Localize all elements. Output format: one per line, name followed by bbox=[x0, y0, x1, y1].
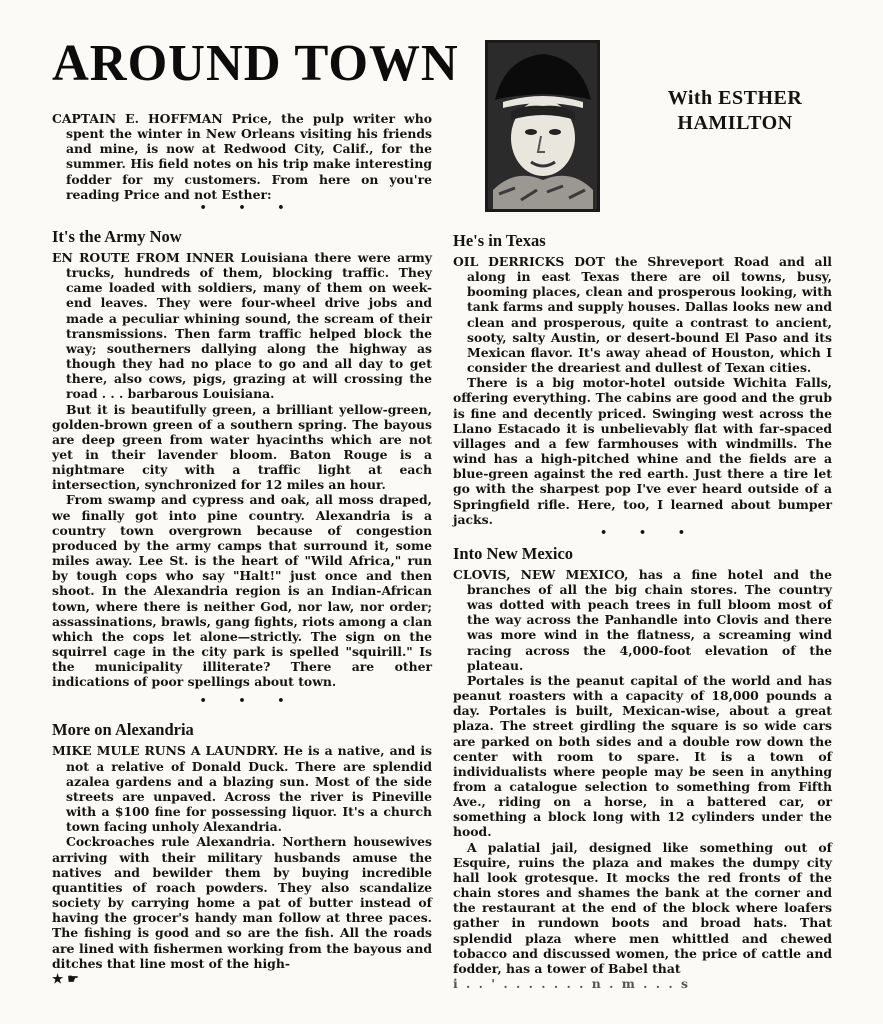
section-heading-army: It's the Army Now bbox=[52, 226, 182, 246]
alexandria-paragraph-2: Cockroaches rule Alexandria. Northern housewives arriving with their military husbands amuse the natives and bewilder them by buying incredible quantities of roach powders. They also scandalize society by carrying home a pat of butter instead of having the grocer's handy man follow at three paces. The fishing is good and so are the fish. All the roads are lined with fishermen working from the bayous and ditches that line most of the high- bbox=[52, 834, 432, 971]
alexandria-paragraph-1 bbox=[52, 743, 432, 834]
column-title: AROUND TOWN bbox=[52, 35, 459, 92]
army-kicker: EN ROUTE FROM INNER bbox=[52, 249, 235, 265]
army-paragraph-1 bbox=[52, 250, 432, 402]
newmexico-text-1: has a fine hotel and the branches of all the big chain stores. The country was dotted with peach trees in full bloom most of the way across the Panhandle into Clovis and there was more wind in the flatness, a screaming wind racing across the 4,000-foot elevation of the plateau. bbox=[467, 566, 832, 673]
texas-paragraph-2: There is a big motor-hotel outside Wichita Falls, offering everything. The cabins are good and the grub is fine and decently priced. Swinging west across the Llano Estacado it is unbelievably flat with far-spaced villages and a few farmhouses with windmills. The wind has a high-pitched whine and the fields are a blue-green against the red earth. Just there a tire let go with the sharpest pop I've ever heard outside of a Springfield rifle. Here, too, I learned about bumper jacks. bbox=[453, 375, 832, 527]
army-text-1: Louisiana there were army trucks, hundreds of them, blocking traffic. They came loaded with soldiers, many of them on week-end leaves. They were four-wheel drive jobs and made a peculiar whining sound, the scream of their transmissions. Then farm traffic helped block the way; southerners dallying along the highway as though they had no place to go and all day to get there, also cows, pigs, grazing at will crossing the road . . . barbarous Louisiana. bbox=[66, 249, 432, 402]
portrait-image bbox=[485, 40, 600, 212]
intro-text: Price, the pulp writer who spent the winter in New Orleans visiting his friends and mine, is now at Redwood City, Calif., for the summer. His field notes on his trip make interesting fodder for my customers. From here on you're reading Price and not Esther: bbox=[66, 111, 432, 202]
cut-off-line: i . . ' . . . . . . . n . m . . . s bbox=[453, 976, 691, 992]
byline-name: HAMILTON bbox=[677, 112, 793, 134]
separator: • • • bbox=[199, 200, 299, 214]
intro-paragraph bbox=[52, 111, 432, 202]
section-heading-texas: He's in Texas bbox=[453, 231, 546, 250]
separator: • • • bbox=[600, 525, 699, 539]
alexandria-text-1: He is a native, and is not a relative of Donald Duck. There are splendid azalea gardens and a blazing sun. Most of the side streets are unpaved. Across the river is Pineville with a $100 fine for possessing liquor. It's a church town facing unholy Alexandria. bbox=[66, 743, 433, 835]
texas-kicker: OIL DERRICKS DOT bbox=[453, 254, 605, 269]
texas-paragraph-1 bbox=[453, 254, 832, 375]
section-heading-newmexico: Into New Mexico bbox=[453, 543, 574, 563]
alexandria-kicker: MIKE MULE RUNS A LAUNDRY. bbox=[52, 743, 279, 759]
byline-line-1: With ESTHER bbox=[667, 87, 803, 109]
army-paragraph-2: But it is beautifully green, a brilliant yellow-green, golden-brown green of a southern spring. The bayous are deep green from water hyacinths which are not yet in their lavender bloom. Baton Rouge is a nightmare city with a traffic light at each intersection, synchronized for 12 miles an hour. bbox=[52, 401, 432, 493]
newmexico-paragraph-2: Portales is the peanut capital of the world and has peanut roasters with a capacity of 18,000 pounds a day. Portales is built, Mexican-wise, about a great plaza. The street girdling the square is so wide cars are parked on both sides and a double row down the center with room to spare. It is a town of individualists where people may be seen in anything from a catalogue selection to something from Fifth Ave., riding on a horse, in a battered car, or something a block long with 12 cylinders under the hood. bbox=[453, 672, 832, 840]
columnist-portrait bbox=[485, 40, 600, 212]
section-heading-alexandria: More on Alexandria bbox=[52, 720, 194, 740]
newmexico-paragraph-1 bbox=[453, 567, 832, 673]
texas-text-1: the Shreveport Road and all along in east Texas there are oil towns, busy, booming places, clean and prosperous looking, with tank farms and supply houses. Dallas looks new and clean and prosperous, quite a contrast to ancient, sooty, salty Austin, or desert-bound El Paso and its Mexican flavor. It's away ahead of Houston, which I consider the dreariest and dullest of Texan cities. bbox=[467, 254, 832, 376]
byline bbox=[640, 86, 830, 136]
newmexico-paragraph-3: A palatial jail, designed like something out of Esquire, ruins the plaza and makes the dumpy city hall look grotesque. It mocks the red fronts of the chain stores and shames the bank at the corner and the restaurant at the end of the block where loafers gather in rundown boots and broad hats. That splendid plaza where men whittled and chewed tobacco and discussed women, the price of cattle and fodder, has a tower of Babel that bbox=[453, 839, 832, 976]
right-column bbox=[453, 232, 832, 991]
left-column bbox=[52, 111, 432, 986]
intro-kicker: CAPTAIN E. HOFFMAN bbox=[52, 111, 223, 126]
newmexico-kicker: CLOVIS, NEW MEXICO, bbox=[453, 566, 629, 582]
separator: • • • bbox=[199, 694, 299, 708]
army-paragraph-3: From swamp and cypress and oak, all moss draped, we finally got into pine country. Alexandria is a country town overgrown because of congestion produced by the army camps that surround it, some miles away. Lee St. is the heart of "Wild Africa," run by tough cops who say "Halt!" just once and then shoot. In the Alexandria region is an Indian-African town, where there is neither God, nor law, nor order; assassinations, brawls, gang fights, riots among a clan which the cops let alone—strictly. The sign on the squirrel cage in the city park is spelled "squirill." Is the municipality illiterate? There are other indications of poor spellings about town. bbox=[52, 492, 432, 690]
continued-mark: ★ ☛ bbox=[52, 970, 79, 986]
